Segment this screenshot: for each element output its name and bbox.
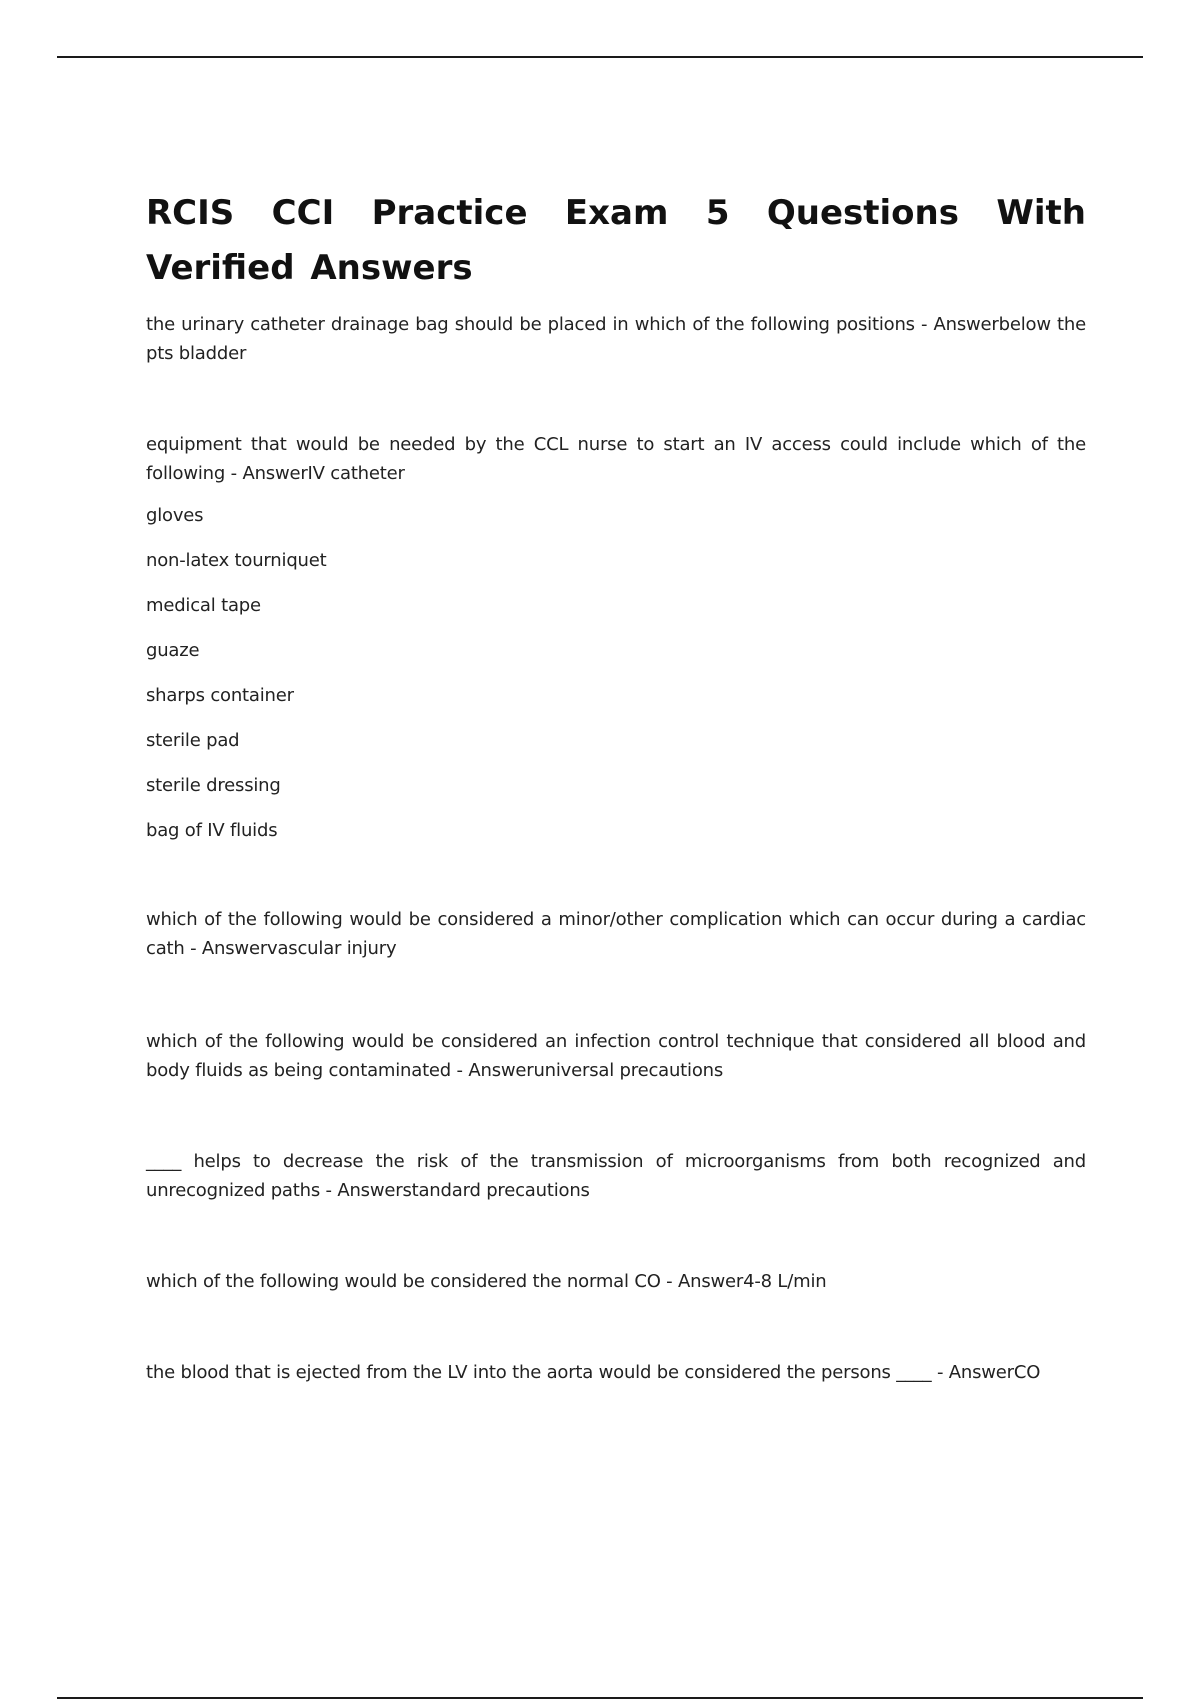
question-block: [146, 1027, 1086, 1085]
answer-item: gloves: [146, 505, 204, 526]
question-text: which of the following would be considered an infection control technique that considered all blood and body fluids as being contaminated - Answeruniversal precautions: [146, 1031, 1086, 1081]
question-text: the blood that is ejected from the LV into the aorta would be considered the persons ____ - AnswerCO: [146, 1362, 1041, 1383]
answer-item: sterile pad: [146, 730, 240, 751]
answer-item: guaze: [146, 640, 200, 661]
answer-item-list: [146, 501, 1086, 845]
answer-item: bag of IV fluids: [146, 820, 278, 841]
answer-item: medical tape: [146, 595, 261, 616]
question-block: [146, 1147, 1086, 1205]
question-block: [146, 430, 1086, 845]
question-block: [146, 1267, 1086, 1296]
footer-rule: [57, 1697, 1143, 1699]
question-block: [146, 1358, 1086, 1387]
question-block: [146, 310, 1086, 368]
header-rule: [57, 56, 1143, 58]
answer-item: non-latex tourniquet: [146, 550, 327, 571]
page-title: RCIS CCI Practice Exam 5 Questions With Verified Answers: [146, 193, 1086, 288]
answer-item: sharps container: [146, 685, 294, 706]
question-text: which of the following would be considered a minor/other complication which can occur during a cardiac cath - Answervascular injury: [146, 909, 1086, 959]
question-text: which of the following would be considered the normal CO - Answer4-8 L/min: [146, 1271, 827, 1292]
question-text: the urinary catheter drainage bag should be placed in which of the following positions - Answerbelow the pts bladder: [146, 314, 1086, 364]
question-text: equipment that would be needed by the CCL nurse to start an IV access could include which of the following - AnswerIV catheter: [146, 434, 1086, 484]
question-text: ____ helps to decrease the risk of the transmission of microorganisms from both recognized and unrecognized paths - Answerstandard precautions: [146, 1151, 1086, 1201]
document-body: [146, 186, 1086, 1447]
question-block: [146, 905, 1086, 963]
answer-item: sterile dressing: [146, 775, 281, 796]
